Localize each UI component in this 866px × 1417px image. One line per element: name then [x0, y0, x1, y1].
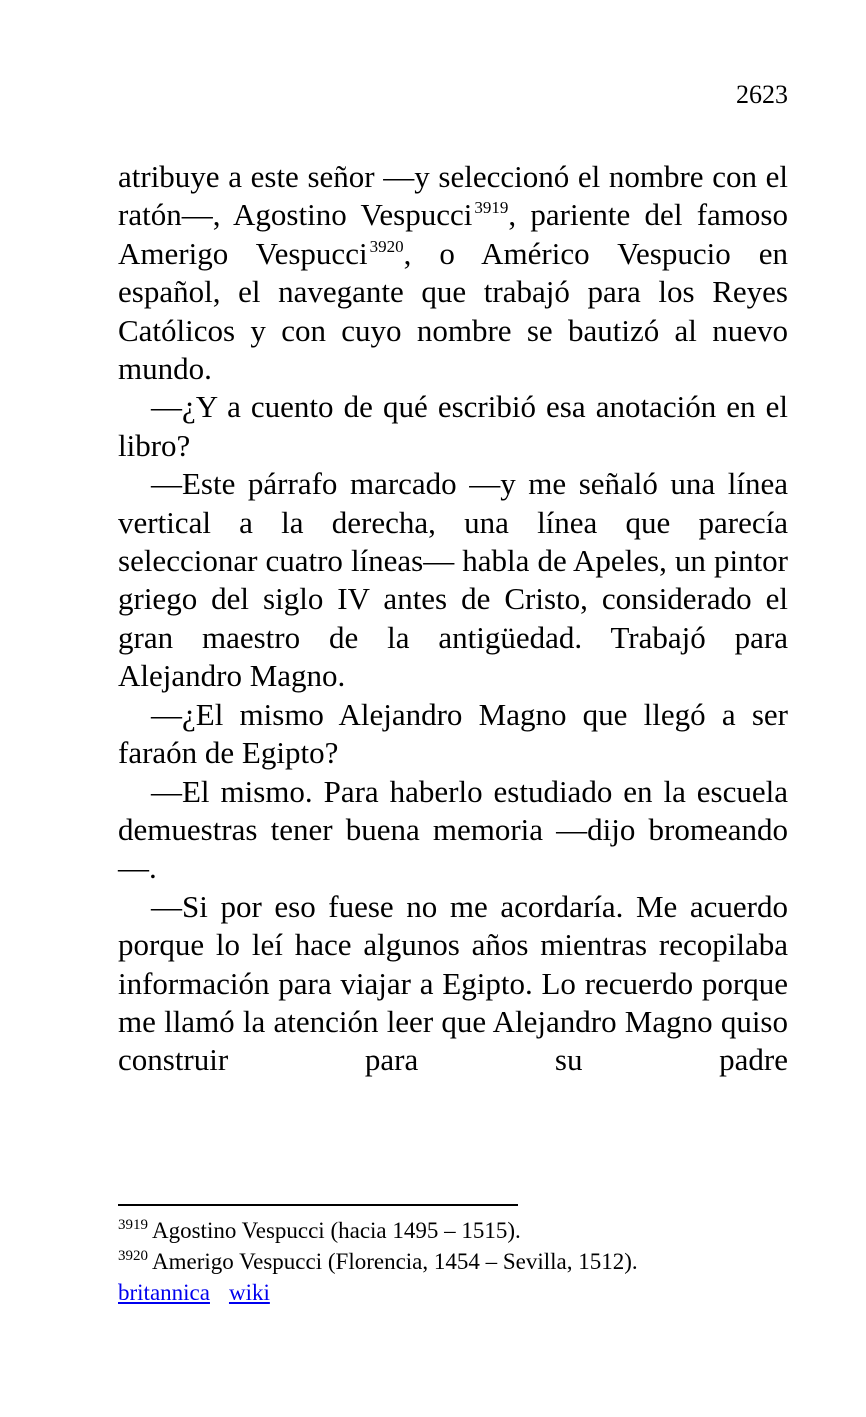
footnote-text: Amerigo Vespucci (Florencia, 1454 – Sevilla, 1512). [152, 1249, 638, 1274]
paragraph-1 [118, 158, 788, 388]
footnotes [118, 1215, 818, 1308]
body-text [118, 158, 788, 1080]
paragraph-1-part-b: , pariente del famoso Amerigo Vespucci [118, 197, 788, 271]
footnote-3919 [118, 1215, 818, 1246]
footnote-text: Agostino Vespucci (hacia 1495 – 1515). [152, 1218, 521, 1243]
footnote-ref-3920: 3920 [369, 236, 404, 256]
paragraph-5: —El mismo. Para haberlo estudiado en la escuela demuestras tener buena memoria —dijo bromeando—. [118, 773, 788, 886]
footnote-number: 3919 [118, 1217, 148, 1233]
wiki-link[interactable]: wiki [228, 1280, 270, 1305]
footnote-number: 3920 [118, 1248, 148, 1264]
britannica-link[interactable]: britannica [118, 1280, 210, 1305]
paragraph-4: —¿El mismo Alejandro Magno que llegó a ser faraón de Egipto? [118, 696, 788, 771]
footnote-3920 [118, 1246, 818, 1277]
paragraph-6: —Si por eso fuese no me acordaría. Me acuerdo porque lo leí hace algunos años mientras recopilaba información para viajar a Egipto. Lo recuerdo porque me llamó la atención leer que Alejandro Magno quiso construir para su padre [118, 888, 788, 1078]
paragraph-1-part-a: atribuye a este señor —y seleccionó el nombre con el ratón—, Agostino Vespucci [118, 159, 788, 233]
paragraph-3: —Este párrafo marcado —y me señaló una línea vertical a la derecha, una línea que parecía seleccionar cuatro líneas— habla de Apeles, un pintor griego del siglo IV antes de Cristo, considerado el gran maestro de la antigüedad. Trabajó para Alejandro Magno. [118, 466, 788, 694]
footnote-separator [118, 1204, 518, 1206]
paragraph-1-part-c: , o Américo Vespucio en español, el navegante que trabajó para los Reyes Católicos y con cuyo nombre se bautizó al nuevo mundo. [118, 235, 789, 387]
paragraph-2: —¿Y a cuento de qué escribió esa anotación en el libro? [118, 389, 788, 463]
footnote-ref-3919: 3919 [474, 198, 509, 218]
footnote-links [118, 1277, 818, 1308]
page-number: 2623 [736, 80, 788, 109]
